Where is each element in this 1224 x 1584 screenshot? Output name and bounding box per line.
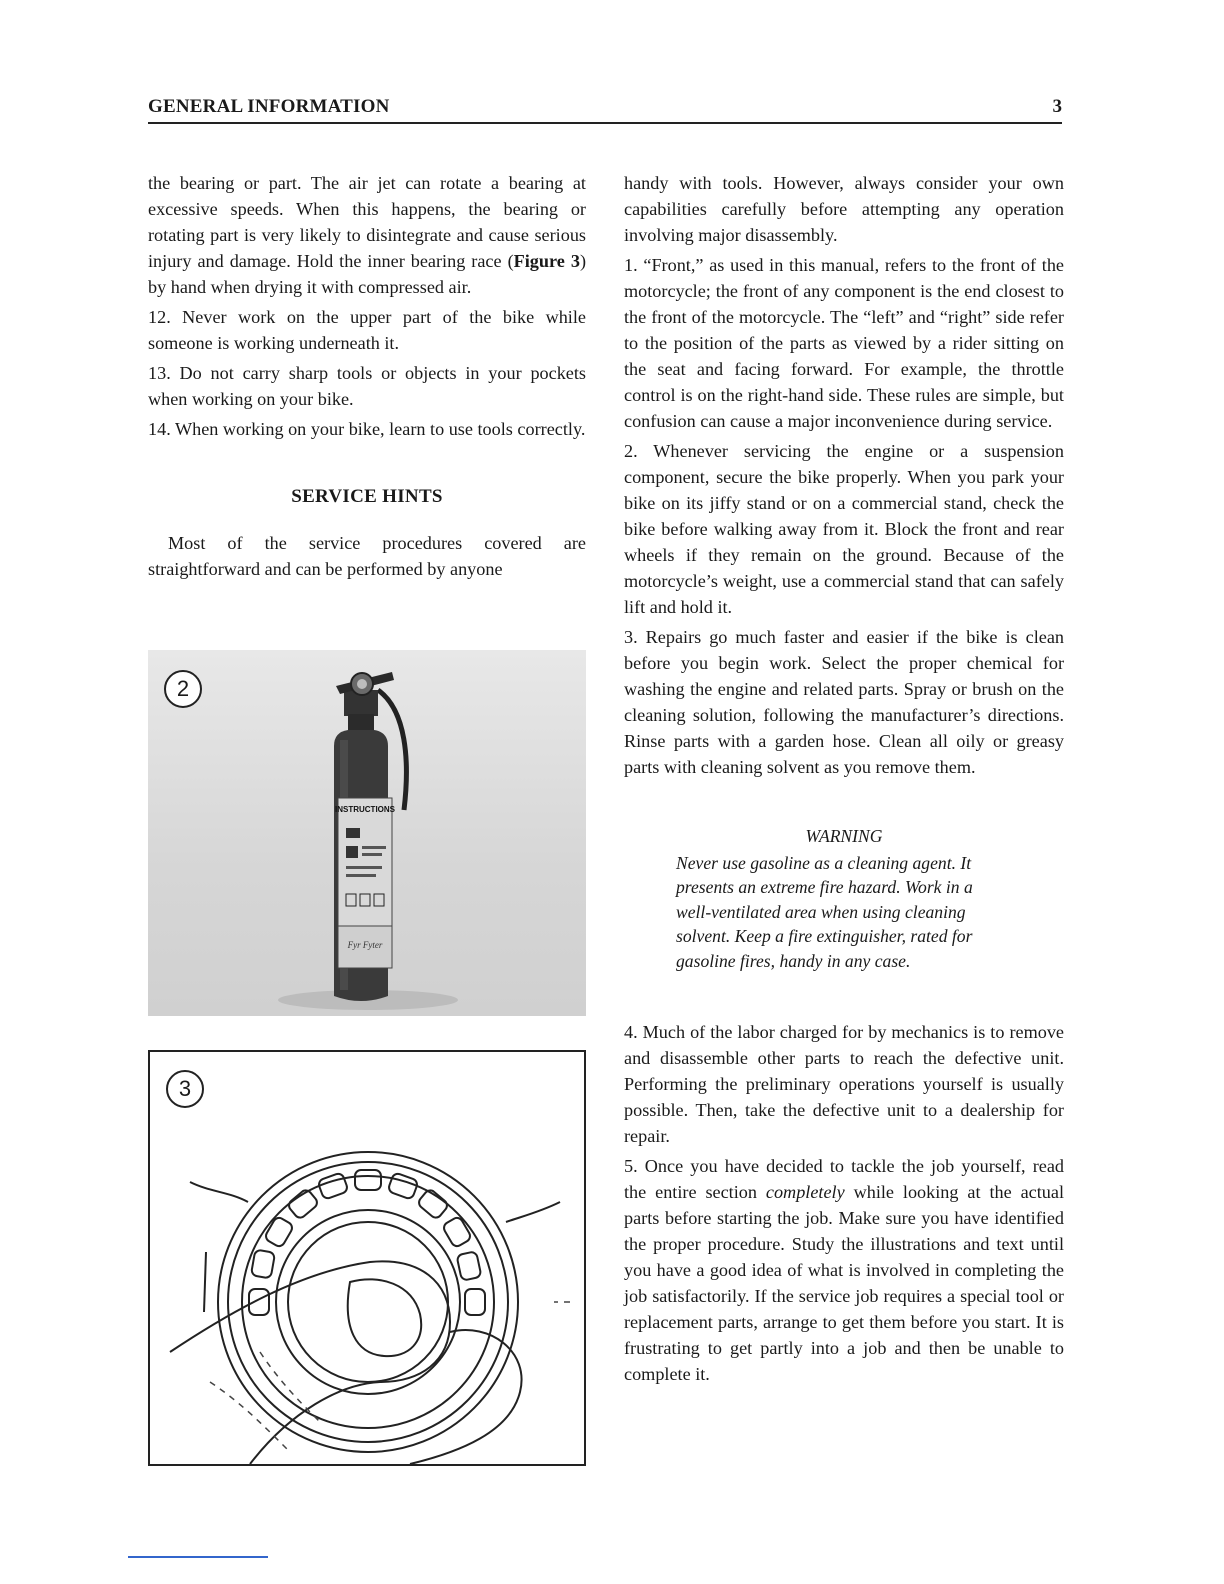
list-item-4: 4. Much of the labor charged for by mechanics is to remove and disassemble other parts to reach the defective unit. Performing the preliminary operations yourself is usually possible. Then, take the defective unit to a dealership for repair.: [624, 1022, 1064, 1146]
fire-extinguisher-image: [148, 650, 586, 1016]
warning-box: [676, 824, 1012, 973]
warning-title: WARNING: [805, 826, 883, 846]
section-heading: SERVICE HINTS: [291, 486, 443, 507]
figure-2-photo: [148, 650, 586, 1016]
figure-number-badge: 3: [166, 1070, 204, 1108]
emphasis-completely: completely: [765, 1182, 845, 1202]
figure-3-drawing: [148, 1050, 586, 1466]
list-item-1: 1. “Front,” as used in this manual, refers to the front of the motorcycle; the front of any component is the end closest to the front of the motorcycle. The “left” and “right” side refer to the position of the parts as viewed by a rider sitting on the seat and facing forward. For example, the throttle control is on the right-hand side. These rules are simple, but confusion can cause a major inconvenience during service.: [624, 255, 1064, 431]
page-number: 3: [1052, 96, 1062, 117]
left-column: [148, 170, 586, 586]
list-item-2: 2. Whenever servicing the engine or a suspension component, secure the bike properly. When you park your bike on its jiffy stand or on a commercial stand, check the bike before walking away from it. Block the front and rear wheels if they remain on the ground. Because of the motorcycle’s weight, use a commercial stand that can safely lift and hold it.: [624, 441, 1064, 617]
figure-reference: Figure 3: [513, 251, 580, 271]
intro-paragraph: Most of the service procedures covered are straightforward and can be performed by anyone: [148, 533, 586, 579]
extinguisher-label-text: INSTRUCTIONS: [335, 805, 395, 814]
header-title: GENERAL INFORMATION: [148, 96, 390, 117]
footer-rule: [128, 1556, 268, 1558]
figure-number-badge: 2: [164, 670, 202, 708]
extinguisher-brand-text: Fyr Fyter: [347, 940, 383, 950]
list-item-5: 5. Once you have decided to tackle the job yourself, read the entire section completely while looking at the actual parts before starting the job. Make sure you have identified the proper procedure. Study the illustrations and text until you have a good idea of what is involved in completing the job satisfactorily. If the service job requires a special tool or replacement parts, arrange to get them before you start. It is frustrating to get partly into a job and then be unable to complete it.: [624, 1156, 1064, 1384]
page-header: [148, 94, 1062, 124]
bearing-illustration: [150, 1052, 584, 1464]
intro-continued: handy with tools. However, always consider your own capabilities carefully before attempting any operation involving major disassembly.: [624, 173, 1064, 245]
list-item-13: 13. Do not carry sharp tools or objects in your pockets when working on your bike.: [148, 363, 586, 409]
list-item-12: 12. Never work on the upper part of the bike while someone is working underneath it.: [148, 307, 586, 353]
right-column: [624, 170, 1064, 1391]
list-item-14: 14. When working on your bike, learn to use tools correctly.: [148, 419, 586, 439]
paragraph-bearing: the bearing or part. The air jet can rotate a bearing at excessive speeds. When this happens, the bearing or rotating part is very likely to disintegrate and cause serious injury and damage. Hold the inner bearing race (Figure 3) by hand when drying it with compressed air.: [148, 173, 586, 297]
list-item-3: 3. Repairs go much faster and easier if the bike is clean before you begin work. Select the proper chemical for washing the engine and related parts. Spray or brush on the cleaning solution, following the manufacturer’s directions. Rinse parts with a garden hose. Clean all oily or greasy parts with cleaning solvent as you remove them.: [624, 627, 1064, 777]
warning-text: Never use gasoline as a cleaning agent. It presents an extreme fire hazard. Work in a well-ventilated area when using cleaning solvent. Keep a fire extinguisher, rated for gasoline fires, handy in any case.: [676, 852, 973, 971]
